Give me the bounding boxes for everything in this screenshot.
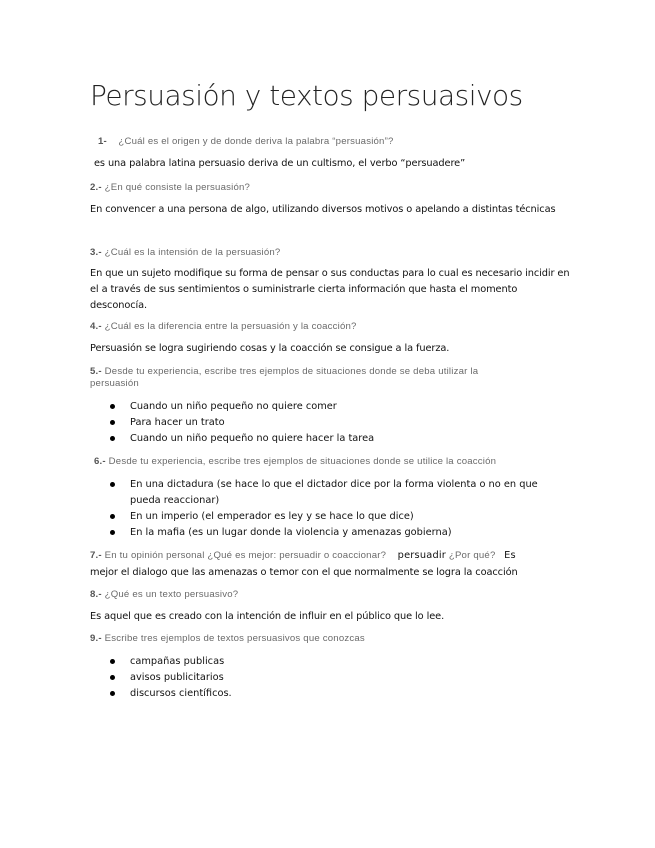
list-item: campañas publicas: [110, 654, 570, 670]
answer-5-list: [110, 399, 570, 447]
question-number: 8.-: [90, 589, 102, 600]
bullet-icon: [110, 691, 115, 696]
answer-8: Es aquel que es creado con la intención de influir en el público que lo lee.: [90, 611, 445, 622]
question-number: 5.-: [90, 366, 102, 377]
bullet-icon: [110, 420, 115, 425]
question-text: ¿Cuál es la diferencia entre la persuasión y la coacción?: [104, 321, 357, 332]
list-item: Cuando un niño pequeño no quiere comer: [110, 399, 570, 415]
question-text: ¿Cuál es el origen y de donde deriva la palabra “persuasión”?: [118, 136, 394, 147]
bullet-icon: [110, 482, 115, 487]
question-number: 1-: [98, 136, 107, 147]
question-number: 7.-: [90, 550, 102, 561]
answer-9-list: [110, 654, 570, 702]
bullet-icon: [110, 659, 115, 664]
answer-7: mejor el dialogo que las amenazas o temor con el que normalmente se logra la coacción: [90, 567, 518, 578]
inline-answer: persuadir: [397, 550, 447, 561]
question-9: [90, 633, 365, 644]
question-number: 2.-: [90, 182, 102, 193]
answer-4: Persuasión se logra sugiriendo cosas y la coacción se consigue a la fuerza.: [90, 343, 450, 354]
answer-6-list: [110, 477, 570, 541]
bullet-icon: [110, 436, 115, 441]
question-number: 6.-: [94, 456, 106, 467]
question-text: Desde tu experiencia, escribe tres ejemplos de situaciones donde se deba utilizar la persuasión: [90, 366, 479, 389]
question-text: Escribe tres ejemplos de textos persuasivos que conozcas: [104, 633, 365, 644]
question-8: [90, 589, 238, 600]
question-text-why: ¿Por qué?: [448, 550, 496, 561]
question-3: [90, 247, 280, 258]
question-number: 3.-: [90, 247, 102, 258]
bullet-icon: [110, 404, 115, 409]
bullet-icon: [110, 530, 115, 535]
question-1: [98, 136, 394, 147]
list-item: En un imperio (el emperador es ley y se hace lo que dice): [110, 509, 570, 525]
inline-answer-why: Es: [504, 550, 516, 561]
answer-2: En convencer a una persona de algo, utilizando diversos motivos o apelando a distintas técnicas: [90, 204, 556, 215]
question-text: En tu opinión personal ¿Qué es mejor: persuadir o coaccionar?: [104, 550, 387, 561]
answer-3: En que un sujeto modifique su forma de pensar o sus conductas para lo cual es necesario incidir en el a través de sus sentimientos o suministrarle cierta información que hasta el momento desconocía.: [90, 268, 570, 311]
question-text: Desde tu experiencia, escribe tres ejemplos de situaciones donde se utilice la coacción: [108, 456, 497, 467]
list-item: avisos publicitarios: [110, 670, 570, 686]
list-item: En una dictadura (se hace lo que el dictador dice por la forma violenta o no en que pueda reaccionar): [110, 477, 570, 509]
answer-1: es una palabra latina persuasio deriva de un cultismo, el verbo “persuadere”: [94, 158, 466, 169]
bullet-icon: [110, 675, 115, 680]
question-text: ¿Cuál es la intensión de la persuasión?: [104, 247, 281, 258]
question-5: [90, 366, 530, 390]
list-item: discursos científicos.: [110, 686, 570, 702]
page-title: Persuasión y textos persuasivos: [90, 79, 523, 112]
question-number: 9.-: [90, 633, 102, 644]
list-item: En la mafia (es un lugar donde la violencia y amenazas gobierna): [110, 525, 570, 541]
question-2: [90, 182, 250, 193]
list-item: Cuando un niño pequeño no quiere hacer la tarea: [110, 431, 570, 447]
question-7: [90, 550, 516, 561]
question-6: [94, 456, 496, 467]
list-item: Para hacer un trato: [110, 415, 570, 431]
question-number: 4.-: [90, 321, 102, 332]
question-text: ¿Qué es un texto persuasivo?: [104, 589, 239, 600]
bullet-icon: [110, 514, 115, 519]
question-text: ¿En qué consiste la persuasión?: [104, 182, 251, 193]
question-4: [90, 321, 357, 332]
